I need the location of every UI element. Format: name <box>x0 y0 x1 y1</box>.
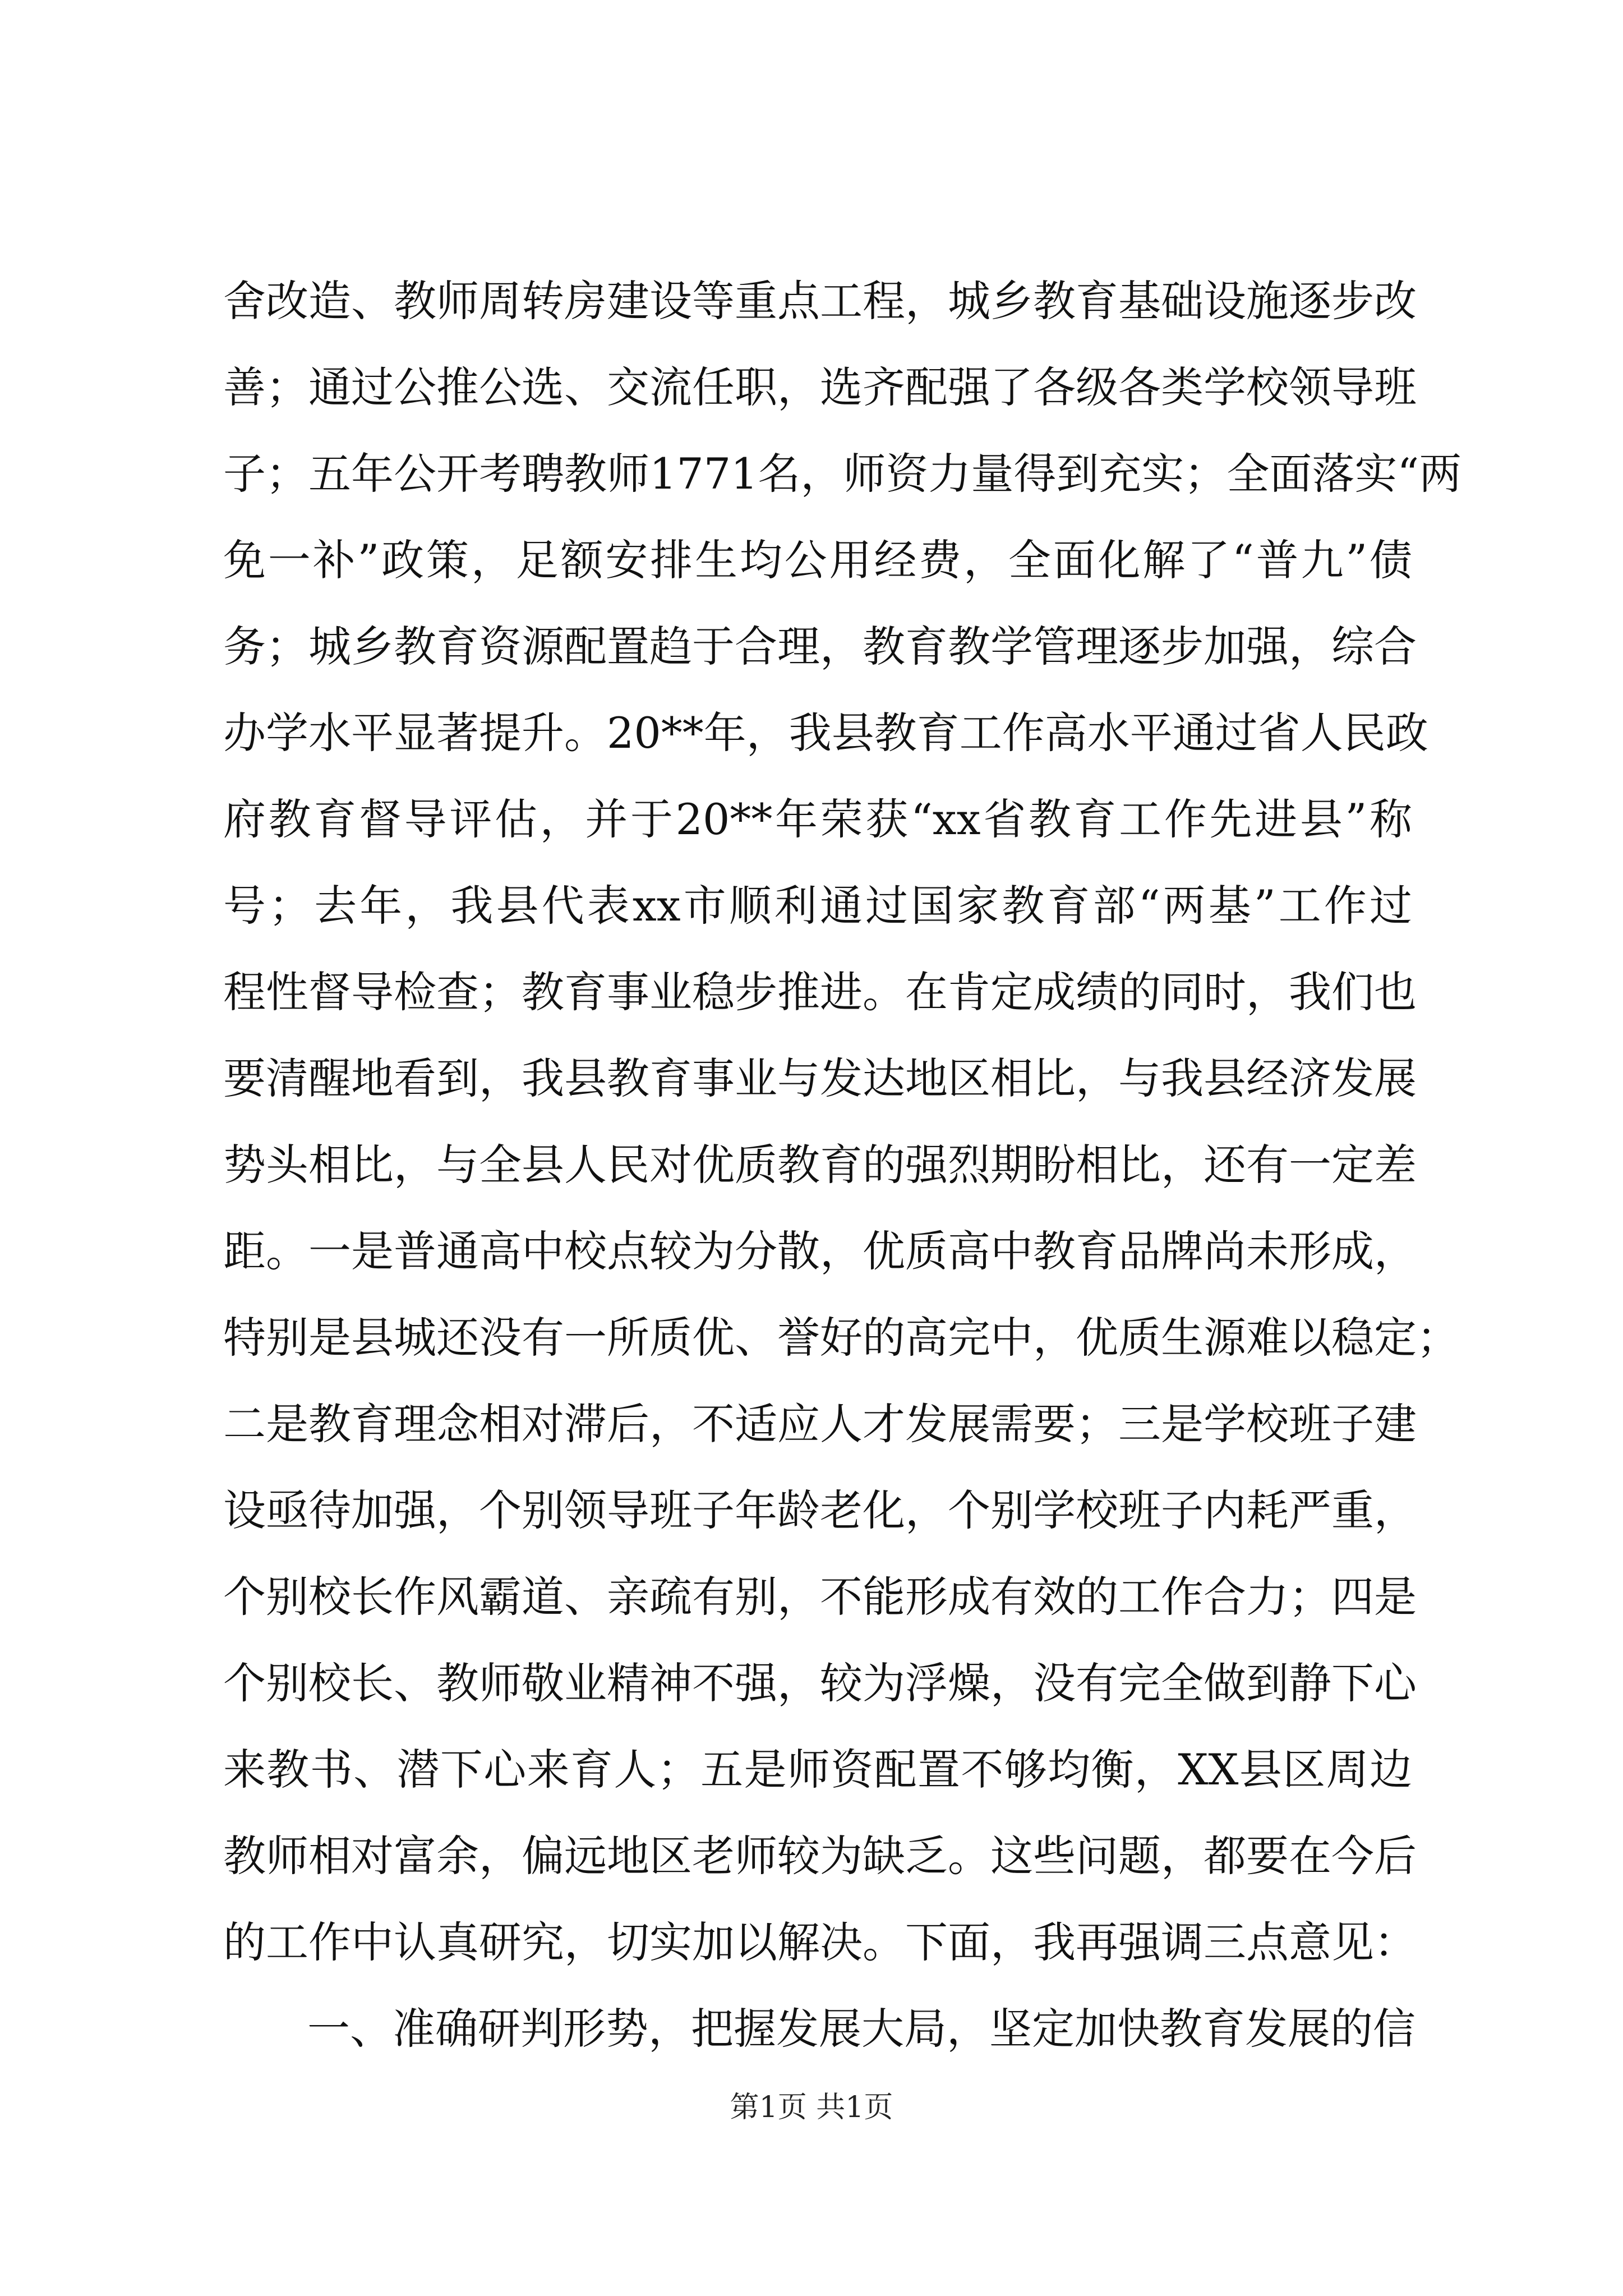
text-line-9: 程性督导检查；教育事业稳步推进。在肯定成绩的同时，我们也 <box>223 967 1417 1017</box>
text-line-5: 务；城乡教育资源配置趋于合理，教育教学管理逐步加强，综合 <box>223 622 1417 671</box>
text-line-8: 号；去年，我县代表xx市顺利通过国家教育部“两基”工作过 <box>223 881 1412 931</box>
text-line-16: 个别校长作风霸道、亲疏有别，不能形成有效的工作合力；四是 <box>223 1572 1417 1622</box>
text-line-19: 教师相对富余，偏远地区老师较为缺乏。这些问题，都要在今后 <box>223 1831 1417 1881</box>
text-line-14: 二是教育理念相对滞后，不适应人才发展需要；三是学校班子建 <box>223 1399 1417 1449</box>
text-line-11: 势头相比，与全县人民对优质教育的强烈期盼相比，还有一定差 <box>223 1140 1417 1190</box>
text-line-4: 免一补”政策，足额安排生均公用经费，全面化解了“普九”债 <box>223 535 1412 585</box>
page-footer: 第1页 共1页 <box>730 2091 893 2124</box>
text-line-7: 府教育督导评估，并于20**年荣获“xx省教育工作先进县”称 <box>223 794 1412 844</box>
text-line-20: 的工作中认真研究，切实加以解决。下面，我再强调三点意见： <box>223 1917 1417 1967</box>
section-heading-line: 一、准确研判形势，把握发展大局，坚定加快教育发展的信 <box>307 2004 1415 2054</box>
text-line-17: 个别校长、教师敬业精神不强，较为浮燥，没有完全做到静下心 <box>223 1658 1417 1708</box>
document-body <box>223 258 1462 2072</box>
text-line-1: 舍改造、教师周转房建设等重点工程，城乡教育基础设施逐步改 <box>223 276 1417 326</box>
text-line-12: 距。一是普通高中校点较为分散，优质高中教育品牌尚未形成， <box>223 1226 1417 1276</box>
text-line-10: 要清醒地看到，我县教育事业与发达地区相比，与我县经济发展 <box>223 1053 1417 1103</box>
text-line-15: 设亟待加强，个别领导班子年龄老化，个别学校班子内耗严重， <box>223 1485 1417 1535</box>
text-line-3: 子；五年公开考聘教师1771名，师资力量得到充实；全面落实“两 <box>223 449 1462 499</box>
text-line-18: 来教书、潜下心来育人；五是师资配置不够均衡，XX县区周边 <box>223 1745 1412 1795</box>
text-line-6: 办学水平显著提升。20**年，我县教育工作高水平通过省人民政 <box>223 708 1428 758</box>
text-line-2: 善；通过公推公选、交流任职，选齐配强了各级各类学校领导班 <box>223 362 1417 412</box>
text-line-13: 特别是县城还没有一所质优、誉好的高完中，优质生源难以稳定； <box>223 1313 1459 1363</box>
